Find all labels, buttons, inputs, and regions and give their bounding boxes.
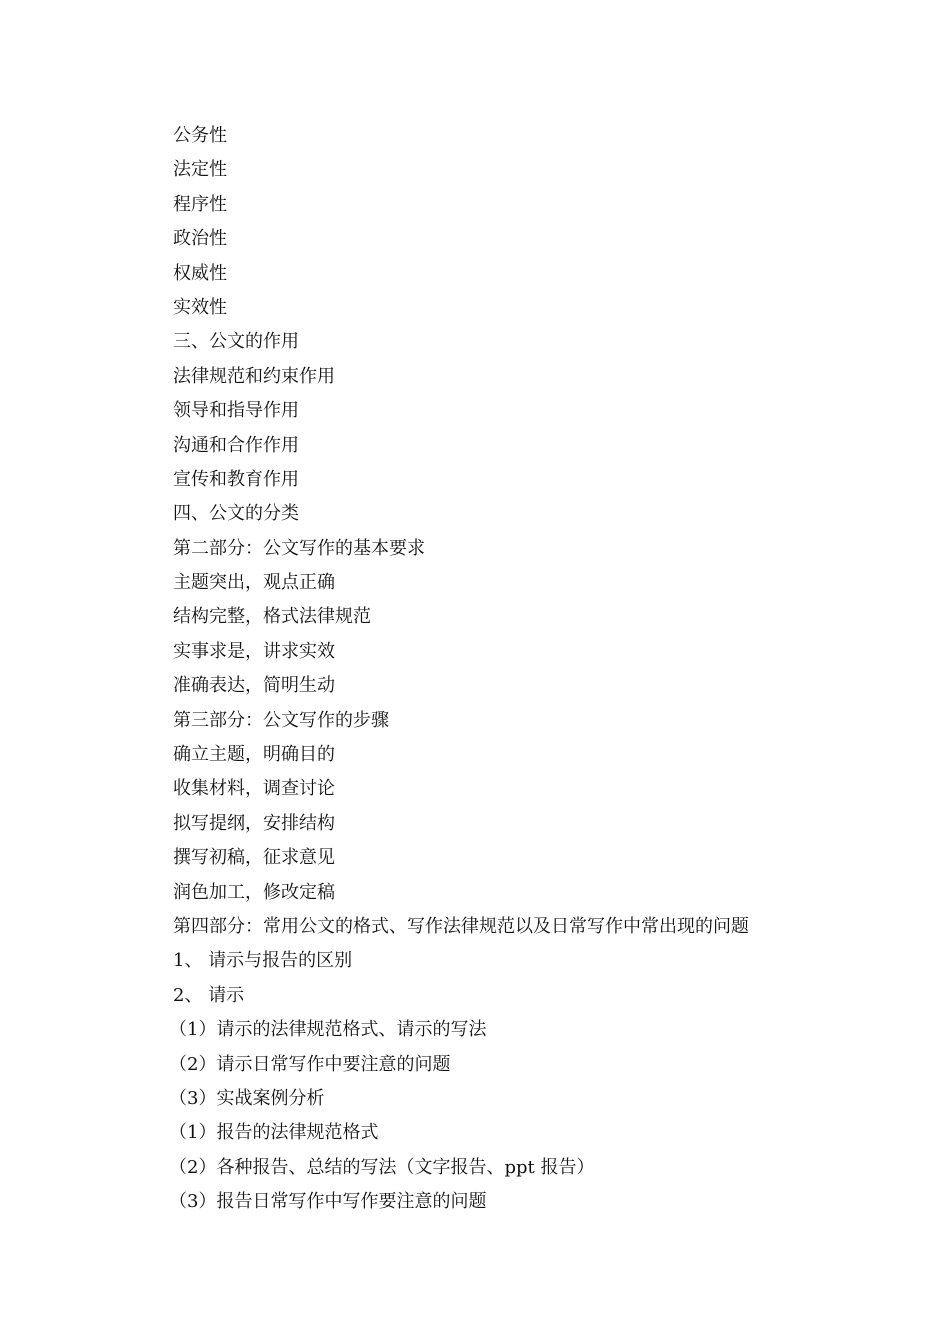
text-line: 政治性 <box>173 228 227 250</box>
text-line: 实效性 <box>173 296 227 318</box>
text-line: 法律规范和约束作用 <box>173 365 335 387</box>
part-heading: 第二部分：公文写作的基本要求 <box>173 537 425 559</box>
section-heading: 三、公文的作用 <box>173 331 299 353</box>
text-line: 权威性 <box>173 262 227 284</box>
text-line: 确立主题，明确目的 <box>173 744 335 766</box>
document-body <box>169 119 873 1220</box>
text-line: 准确表达，简明生动 <box>173 675 335 697</box>
text-line: 结构完整，格式法律规范 <box>173 606 371 628</box>
numbered-item: 2、 请示 <box>173 984 245 1006</box>
text-line: 拟写提纲，安排结构 <box>173 812 335 834</box>
text-line: 实事求是，讲求实效 <box>173 640 335 662</box>
text-line: 主题突出，观点正确 <box>173 572 335 594</box>
sub-item: （2）各种报告、总结的写法（文字报告、ppt 报告） <box>169 1156 595 1178</box>
section-heading: 四、公文的分类 <box>173 503 299 525</box>
sub-item: （1）报告的法律规范格式 <box>169 1122 379 1144</box>
text-line: 法定性 <box>173 159 227 181</box>
text-line: 公务性 <box>173 125 227 146</box>
sub-item: （3）报告日常写作中写作要注意的问题 <box>169 1191 487 1213</box>
part-heading: 第四部分：常用公文的格式、写作法律规范以及日常写作中常出现的问题 <box>173 915 749 937</box>
text-line: 宣传和教育作用 <box>173 468 299 490</box>
text-line: 领导和指导作用 <box>173 400 299 422</box>
sub-item: （3）实战案例分析 <box>169 1087 325 1109</box>
text-line: 润色加工，修改定稿 <box>173 881 335 903</box>
numbered-item: 1、 请示与报告的区别 <box>173 950 353 972</box>
text-line: 程序性 <box>173 193 227 215</box>
part-heading: 第三部分：公文写作的步骤 <box>173 709 389 731</box>
sub-item: （2）请示日常写作中要注意的问题 <box>169 1053 451 1075</box>
text-line: 收集材料，调查讨论 <box>173 778 335 800</box>
sub-item: （1）请示的法律规范格式、请示的写法 <box>169 1019 487 1041</box>
text-line: 撰写初稿，征求意见 <box>173 847 335 869</box>
text-line: 沟通和合作作用 <box>173 434 299 456</box>
